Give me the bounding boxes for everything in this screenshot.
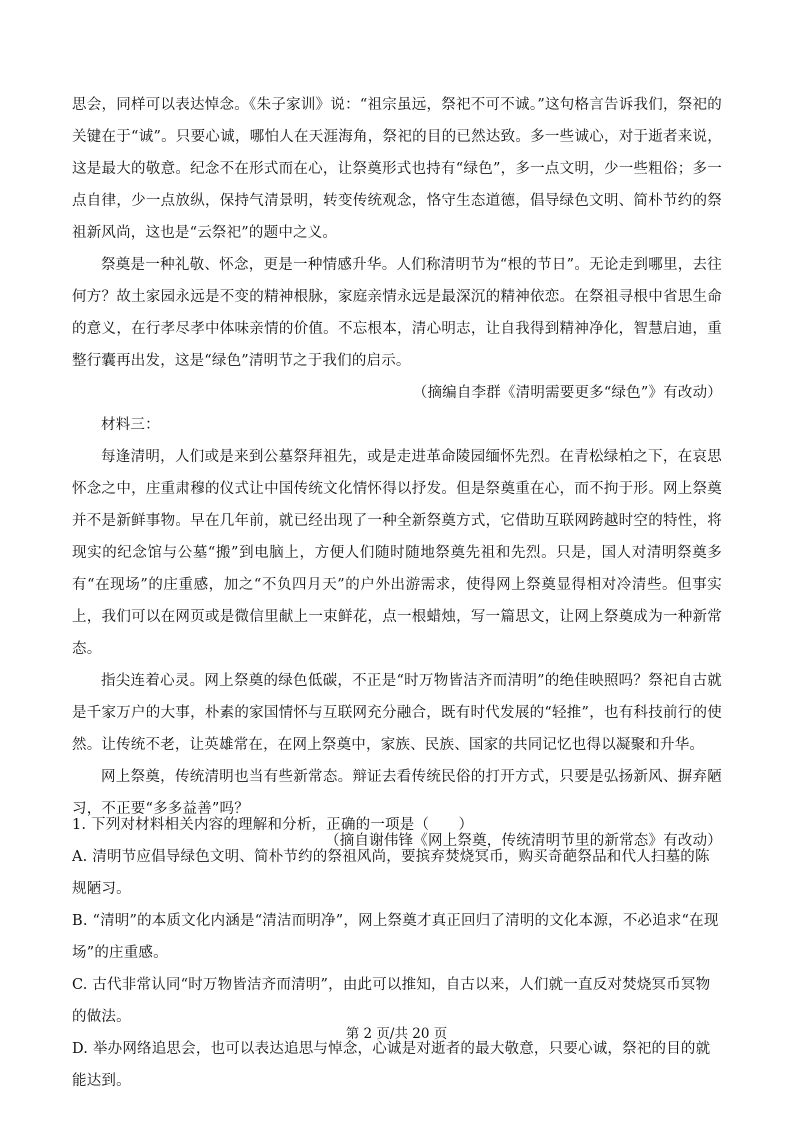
material2-continuation <box>72 89 722 409</box>
question-1-option-d: D. 举办网络追思会，也可以表达追思与悼念，心诚是对逝者的最大敬意，只要心诚，祭祀的目的就能达到。 <box>72 1041 711 1089</box>
material3-label: 材料三： <box>101 417 160 433</box>
question-1-option-c: C. 古代非常认同“时万物皆洁齐而清明”，由此可以推知，自古以来，人们就一直反对焚烧冥币冥物的做法。 <box>72 977 711 1025</box>
question-1-option-b: B. “清明”的本质文化内涵是“清洁而明净”，网上祭奠才真正回归了清明的文化本源，不必追求“在现场”的庄重感。 <box>72 913 719 961</box>
material2-paragraph-end: 思会，同样可以表达悼念。《朱子家训》说：“祖宗虽远，祭祀不可不诚。”这句格言告诉我们，祭祀的关键在于“诚”。只要心诚，哪怕人在天涯海角，祭祀的目的已然达致。多一些诚心，对于逝者来说，这是最大的敬意。纪念不在形式而在心，让祭奠形式也持有“绿色”，多一点文明，少一些粗俗；多一点自律，少一点放纵，保持气清景明，转变传统观念，恪守生态道德，倡导绿色文明、简朴节约的祭祖新风尚，这也是“云祭祀”的题中之义。 <box>72 97 722 241</box>
material3-source: （摘自谢伟锋《网上祭奠，传统清明节里的新常态》有改动） <box>325 833 722 849</box>
material3-section <box>72 409 722 857</box>
material3-paragraph-2: 指尖连着心灵。网上祭奠的绿色低碳，不正是“时万物皆洁齐而清明”的绝佳映照吗？祭祀自古就是千家万户的大事，朴素的家国情怀与互联网充分融合，既有时代发展的“轻推”，也有科技前行的使然。让传统不老，让英雄常在，在网上祭奠中，家族、民族、国家的共同记忆也得以凝聚和升华。 <box>72 673 722 753</box>
question-1 <box>72 809 722 1097</box>
material2-source: （摘编自李群《清明需要更多“绿色”》有改动） <box>412 385 722 401</box>
material2-paragraph-last: 祭奠是一种礼敬、怀念，更是一种情感升华。人们称清明节为“根的节日”。无论走到哪里，去往何方？故土家园永远是不变的精神根脉，家庭亲情永远是最深沉的精神依恋。在祭祖寻根中省思生命的意义，在行孝尽孝中体味亲情的价值。不忘根本，清心明志，让自我得到精神净化，智慧启迪，重整行囊再出发，这是“绿色”清明节之于我们的启示。 <box>72 257 722 369</box>
question-1-option-a: A. 清明节应倡导绿色文明、简朴节约的祭祖风尚，要摈弃焚烧冥币，购买奇葩祭品和代人扫墓的陈规陋习。 <box>72 849 710 897</box>
page-number: 第 2 页/共 20 页 <box>345 1026 448 1042</box>
material3-paragraph-3: 网上祭奠，传统清明也当有些新常态。辩证去看传统民俗的打开方式，只要是弘扬新风、摒弃陋习，不正要“多多益善”吗？ <box>72 769 722 817</box>
material3-paragraph-1: 每逢清明，人们或是来到公墓祭拜祖先，或是走进革命陵园缅怀先烈。在青松绿柏之下，在哀思怀念之中，庄重肃穆的仪式让中国传统文化情怀得以抒发。但是祭奠重在心，而不拘于形。网上祭奠并不是新鲜事物。早在几年前，就已经出现了一种全新祭奠方式，它借助互联网跨越时空的特性，将现实的纪念馆与公墓“搬”到电脑上，方便人们随时随地祭奠先祖和先烈。只是，国人对清明祭奠多有“在现场”的庄重感，加之“不负四月天”的户外出游需求，使得网上祭奠显得相对冷清些。但事实上，我们可以在网页或是微信里献上一束鲜花，点一根蜡烛，写一篇思文，让网上祭奠成为一种新常态。 <box>72 449 722 657</box>
page-footer <box>0 1024 793 1044</box>
question-1-stem: 1. 下列对材料相关内容的理解和分析，正确的一项是（ ） <box>72 817 474 833</box>
